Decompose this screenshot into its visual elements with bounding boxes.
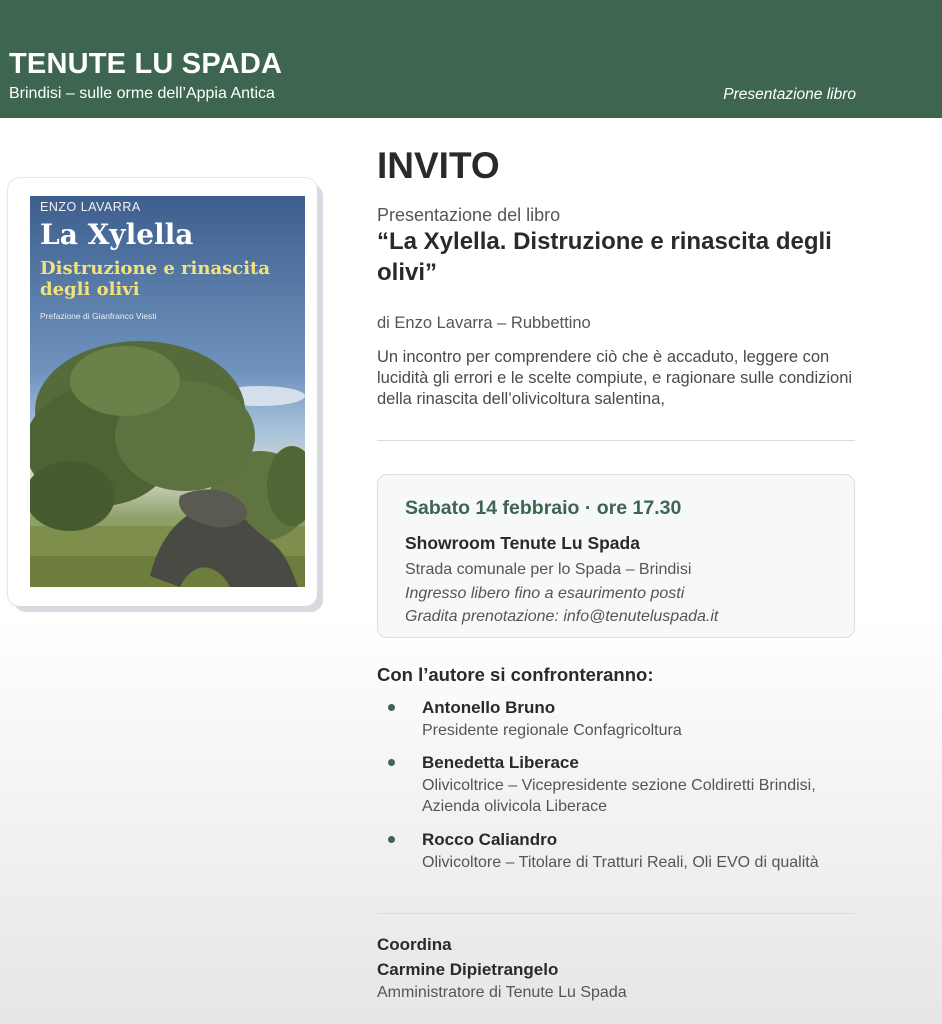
divider: [377, 440, 855, 441]
event-booking-note: Gradita prenotazione: info@tenuteluspada.it: [405, 608, 719, 625]
speaker-role: Olivicoltrice – Vicepresidente sezione Coldiretti Brindisi, Azienda olivicola Liberace: [422, 777, 816, 815]
book-cover-card: [8, 178, 317, 606]
speaker-name: Benedetta Liberace: [422, 753, 579, 772]
divider: [377, 913, 855, 914]
bullet-icon: [388, 836, 395, 843]
event-venue: Showroom Tenute Lu Spada: [405, 533, 640, 553]
coordinator-name: Carmine Dipietrangelo: [377, 960, 559, 979]
coordinator-label: Coordina: [377, 935, 452, 954]
speaker-role: Presidente regionale Confagricoltura: [422, 722, 682, 739]
speaker-name: Rocco Caliandro: [422, 830, 558, 849]
coordinator-role: Amministratore di Tenute Lu Spada: [377, 984, 627, 1001]
book-cover-image: [30, 196, 305, 587]
speaker-role: Olivicoltore – Titolare di Tratturi Reali, Oli EVO di qualità: [422, 854, 819, 871]
header-bar: [0, 0, 942, 118]
event-address: Strada comunale per lo Spada – Brindisi: [405, 561, 692, 578]
bullet-icon: [388, 759, 395, 766]
presentation-label: Presentazione del libro: [377, 205, 561, 225]
brand-name: TENUTE LU SPADA: [9, 48, 283, 80]
olive-tree-illustration: [30, 196, 305, 587]
cover-title: La Xylella: [40, 218, 194, 251]
panel-heading: Con l’autore si confronteranno:: [377, 664, 654, 685]
speaker-name: Antonello Bruno: [422, 698, 556, 717]
event-description: Un incontro per comprendere ciò che è accaduto, leggere con lucidità gli errori e le scelte compiute, e ragionare sulle condizioni della rinascita dell’olivicoltura salentina,: [377, 348, 853, 408]
cover-subtitle: Distruzione e rinascita degli olivi: [40, 258, 271, 300]
brand-tagline: Brindisi – sulle orme dell’Appia Antica: [9, 85, 275, 102]
bullet-icon: [388, 704, 395, 711]
event-datetime: Sabato 14 febbraio · ore 17.30: [405, 497, 682, 519]
invite-heading: INVITO: [377, 145, 500, 186]
header-label: Presentazione libro: [723, 86, 856, 103]
cover-author: ENZO LAVARRA: [40, 200, 141, 214]
book-byline: di Enzo Lavarra – Rubbettino: [377, 314, 591, 332]
book-title: “La Xylella. Distruzione e rinascita degli olivi”: [377, 228, 832, 286]
cover-preface: Prefazione di Gianfranco Viesti: [40, 311, 157, 321]
event-info-box: [377, 474, 855, 638]
event-entry-note: Ingresso libero fino a esaurimento posti: [405, 585, 685, 602]
